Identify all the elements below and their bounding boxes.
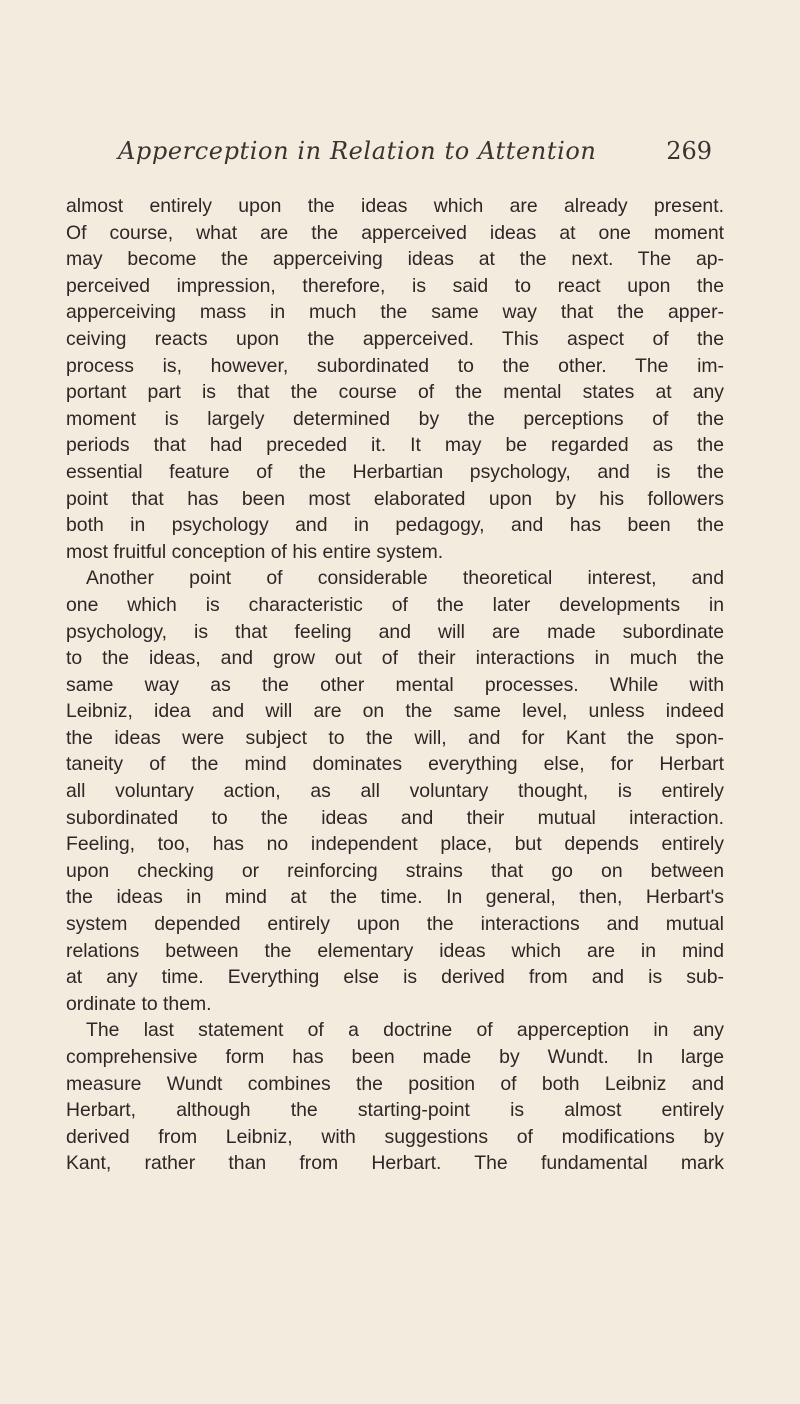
- text-line: portant part is that the course of the mental states at any: [66, 381, 724, 404]
- text-line: taneity of the mind dominates everything else, for Herbart: [66, 753, 724, 776]
- text-line: system depended entirely upon the interactions and mutual: [66, 913, 724, 936]
- text-line: point that has been most elaborated upon by his followers: [66, 487, 724, 510]
- text-line: periods that had preceded it. It may be regarded as the: [66, 434, 724, 457]
- text-line: subordinated to the ideas and their mutual interaction.: [66, 806, 724, 829]
- text-line: one which is characteristic of the later developments in: [66, 593, 724, 616]
- text-line: ceiving reacts upon the apperceived. This aspect of the: [66, 327, 724, 350]
- text-line: almost entirely upon the ideas which are already present.: [66, 195, 724, 217]
- page-number: 269: [666, 137, 712, 165]
- text-line: Leibniz, idea and will are on the same level, unless indeed: [66, 700, 724, 723]
- text-line: measure Wundt combines the position of both Leibniz and: [66, 1072, 724, 1095]
- text-line: Of course, what are the apperceived ideas at one moment: [66, 221, 724, 244]
- text-line: perceived impression, therefore, is said to react upon the: [66, 274, 724, 297]
- text-line: relations between the elementary ideas which are in mind: [66, 939, 724, 962]
- page-header: [118, 137, 712, 177]
- text-line: Herbart, although the starting-point is almost entirely: [66, 1099, 724, 1122]
- text-line: essential feature of the Herbartian psychology, and is the: [66, 460, 724, 483]
- text-line: ordinate to them.: [66, 992, 212, 1015]
- text-line: derived from Leibniz, with suggestions of modifications by: [66, 1125, 724, 1148]
- body-text: [66, 193, 724, 1177]
- text-line: most fruitful conception of his entire system.: [66, 540, 444, 563]
- text-line: apperceiving mass in much the same way that the apper-: [66, 301, 724, 324]
- text-line: both in psychology and in pedagogy, and has been the: [66, 514, 724, 537]
- text-line: Another point of considerable theoretical interest, and: [86, 567, 724, 590]
- running-title: Apperception in Relation to Attention: [118, 137, 597, 165]
- text-line: the ideas in mind at the time. In general, then, Herbart's: [66, 886, 724, 909]
- text-line: moment is largely determined by the perceptions of the: [66, 407, 724, 430]
- text-line: The last statement of a doctrine of apperception in any: [86, 1019, 724, 1042]
- text-line: upon checking or reinforcing strains that go on between: [66, 859, 724, 882]
- text-line: may become the apperceiving ideas at the next. The ap-: [66, 248, 724, 271]
- text-line: comprehensive form has been made by Wundt. In large: [66, 1046, 724, 1068]
- text-line: the ideas were subject to the will, and for Kant the spon-: [66, 726, 724, 749]
- text-line: to the ideas, and grow out of their interactions in much the: [66, 647, 724, 670]
- text-line: psychology, is that feeling and will are made subordinate: [66, 620, 724, 643]
- text-line: process is, however, subordinated to the other. The im-: [66, 354, 724, 377]
- text-line: at any time. Everything else is derived from and is sub-: [66, 966, 724, 989]
- text-line: Feeling, too, has no independent place, but depends entirely: [66, 833, 724, 856]
- text-line: same way as the other mental processes. While with: [66, 673, 724, 696]
- text-line: all voluntary action, as all voluntary thought, is entirely: [66, 780, 724, 803]
- text-line: Kant, rather than from Herbart. The fundamental mark: [66, 1152, 724, 1175]
